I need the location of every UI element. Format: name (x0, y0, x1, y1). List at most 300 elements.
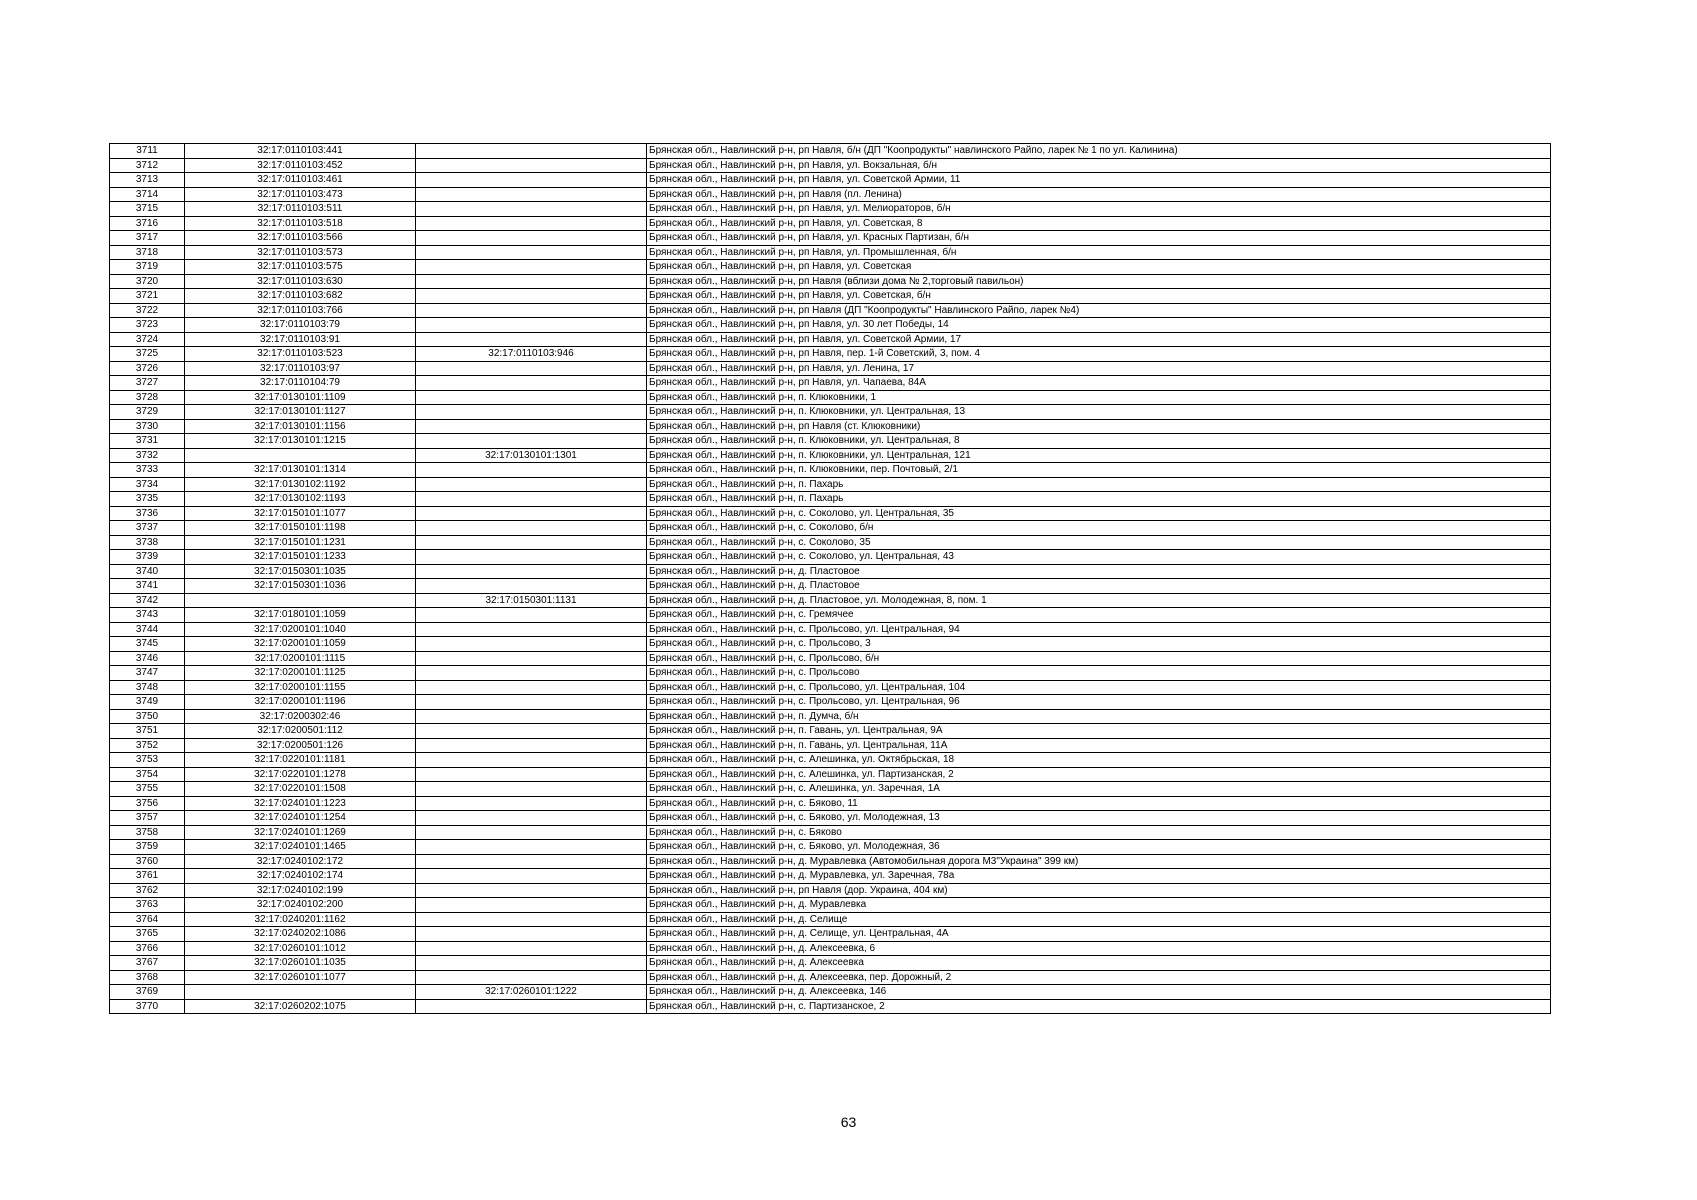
table-row (110, 231, 1551, 246)
table-row (110, 550, 1551, 565)
cadastral-number-cell: 32:17:0110103:575 (185, 260, 416, 275)
address-cell: Брянская обл., Навлинский р-н, рп Навля, ул. Красных Партизан, б/н (647, 231, 1551, 246)
related-cadastral-number-cell (416, 260, 647, 275)
related-cadastral-number-cell (416, 970, 647, 985)
row-number-cell: 3714 (110, 187, 185, 202)
table-row (110, 883, 1551, 898)
cadastral-number-cell: 32:17:0200101:1115 (185, 651, 416, 666)
row-number-cell: 3767 (110, 956, 185, 971)
address-cell: Брянская обл., Навлинский р-н, д. Селище, ул. Центральная, 4А (647, 927, 1551, 942)
address-cell: Брянская обл., Навлинский р-н, п. Пахарь (647, 477, 1551, 492)
related-cadastral-number-cell (416, 767, 647, 782)
cadastral-number-cell: 32:17:0200501:126 (185, 738, 416, 753)
address-cell: Брянская обл., Навлинский р-н, с. Прольсово, ул. Центральная, 104 (647, 680, 1551, 695)
table-row (110, 245, 1551, 260)
cadastral-number-cell: 32:17:0110103:511 (185, 202, 416, 217)
related-cadastral-number-cell (416, 782, 647, 797)
related-cadastral-number-cell (416, 709, 647, 724)
row-number-cell: 3768 (110, 970, 185, 985)
row-number-cell: 3739 (110, 550, 185, 565)
table-row (110, 869, 1551, 884)
related-cadastral-number-cell (416, 941, 647, 956)
related-cadastral-number-cell (416, 724, 647, 739)
address-cell: Брянская обл., Навлинский р-н, рп Навля, ул. Советская, 8 (647, 216, 1551, 231)
related-cadastral-number-cell (416, 463, 647, 478)
related-cadastral-number-cell: 32:17:0130101:1301 (416, 448, 647, 463)
related-cadastral-number-cell (416, 825, 647, 840)
related-cadastral-number-cell (416, 796, 647, 811)
related-cadastral-number-cell (416, 245, 647, 260)
address-cell: Брянская обл., Навлинский р-н, рп Навля (пл. Ленина) (647, 187, 1551, 202)
table-row (110, 187, 1551, 202)
table-row (110, 463, 1551, 478)
cadastral-number-cell: 32:17:0150101:1077 (185, 506, 416, 521)
address-cell: Брянская обл., Навлинский р-н, рп Навля, ул. 30 лет Победы, 14 (647, 318, 1551, 333)
address-cell: Брянская обл., Навлинский р-н, с. Партизанское, 2 (647, 999, 1551, 1014)
table-row (110, 390, 1551, 405)
row-number-cell: 3729 (110, 405, 185, 420)
related-cadastral-number-cell (416, 187, 647, 202)
address-cell: Брянская обл., Навлинский р-н, рп Навля, ул. Советская, б/н (647, 289, 1551, 304)
cadastral-number-cell: 32:17:0110103:91 (185, 332, 416, 347)
table-row (110, 825, 1551, 840)
related-cadastral-number-cell (416, 361, 647, 376)
cadastral-number-cell: 32:17:0200101:1059 (185, 637, 416, 652)
cadastral-number-cell: 32:17:0150301:1036 (185, 579, 416, 594)
related-cadastral-number-cell (416, 521, 647, 536)
related-cadastral-number-cell (416, 883, 647, 898)
address-cell: Брянская обл., Навлинский р-н, д. Алексеевка (647, 956, 1551, 971)
related-cadastral-number-cell (416, 637, 647, 652)
table-row (110, 216, 1551, 231)
table-row (110, 709, 1551, 724)
table-row (110, 477, 1551, 492)
row-number-cell: 3723 (110, 318, 185, 333)
cadastral-number-cell: 32:17:0130101:1215 (185, 434, 416, 449)
address-cell: Брянская обл., Навлинский р-н, с. Прольсово, б/н (647, 651, 1551, 666)
table-row (110, 448, 1551, 463)
related-cadastral-number-cell (416, 898, 647, 913)
row-number-cell: 3760 (110, 854, 185, 869)
cadastral-number-cell: 32:17:0260101:1012 (185, 941, 416, 956)
related-cadastral-number-cell (416, 869, 647, 884)
table-row (110, 724, 1551, 739)
address-cell: Брянская обл., Навлинский р-н, п. Клюковники, пер. Почтовый, 2/1 (647, 463, 1551, 478)
address-cell: Брянская обл., Навлинский р-н, д. Муравлевка (647, 898, 1551, 913)
table-row (110, 767, 1551, 782)
row-number-cell: 3769 (110, 985, 185, 1000)
cadastral-number-cell: 32:17:0200101:1155 (185, 680, 416, 695)
address-cell: Брянская обл., Навлинский р-н, рп Навля, ул. Чапаева, 84А (647, 376, 1551, 391)
cadastral-number-cell: 32:17:0130101:1156 (185, 419, 416, 434)
address-cell: Брянская обл., Навлинский р-н, с. Бяково, 11 (647, 796, 1551, 811)
cadastral-number-cell: 32:17:0110103:461 (185, 173, 416, 188)
address-cell: Брянская обл., Навлинский р-н, рп Навля, ул. Ленина, 17 (647, 361, 1551, 376)
related-cadastral-number-cell (416, 289, 647, 304)
related-cadastral-number-cell (416, 912, 647, 927)
row-number-cell: 3753 (110, 753, 185, 768)
cadastral-number-cell: 32:17:0110103:766 (185, 303, 416, 318)
address-cell: Брянская обл., Навлинский р-н, рп Навля, ул. Промышленная, б/н (647, 245, 1551, 260)
cadastral-number-cell: 32:17:0240101:1223 (185, 796, 416, 811)
address-cell: Брянская обл., Навлинский р-н, с. Прольсово, ул. Центральная, 94 (647, 622, 1551, 637)
cadastral-number-cell: 32:17:0130102:1193 (185, 492, 416, 507)
address-cell: Брянская обл., Навлинский р-н, д. Пластовое (647, 564, 1551, 579)
table-row (110, 376, 1551, 391)
cadastral-number-cell: 32:17:0110103:97 (185, 361, 416, 376)
table-row (110, 202, 1551, 217)
table-row (110, 521, 1551, 536)
related-cadastral-number-cell: 32:17:0260101:1222 (416, 985, 647, 1000)
related-cadastral-number-cell (416, 303, 647, 318)
table-row (110, 173, 1551, 188)
table-row (110, 927, 1551, 942)
row-number-cell: 3736 (110, 506, 185, 521)
address-cell: Брянская обл., Навлинский р-н, с. Прольсово (647, 666, 1551, 681)
table-row (110, 158, 1551, 173)
cadastral-number-cell: 32:17:0260101:1077 (185, 970, 416, 985)
table-row (110, 419, 1551, 434)
table-row (110, 506, 1551, 521)
table-row (110, 666, 1551, 681)
address-cell: Брянская обл., Навлинский р-н, п. Пахарь (647, 492, 1551, 507)
table-row (110, 303, 1551, 318)
row-number-cell: 3746 (110, 651, 185, 666)
table-row (110, 985, 1551, 1000)
related-cadastral-number-cell: 32:17:0150301:1131 (416, 593, 647, 608)
address-cell: Брянская обл., Навлинский р-н, рп Навля, ул. Мелиораторов, б/н (647, 202, 1551, 217)
cadastral-number-cell: 32:17:0110103:79 (185, 318, 416, 333)
cadastral-number-cell: 32:17:0240102:172 (185, 854, 416, 869)
related-cadastral-number-cell (416, 651, 647, 666)
related-cadastral-number-cell (416, 550, 647, 565)
cadastral-number-cell: 32:17:0240102:200 (185, 898, 416, 913)
cadastral-number-cell: 32:17:0150101:1198 (185, 521, 416, 536)
cadastral-number-cell: 32:17:0110103:523 (185, 347, 416, 362)
cadastral-number-cell: 32:17:0200302:46 (185, 709, 416, 724)
row-number-cell: 3713 (110, 173, 185, 188)
address-cell: Брянская обл., Навлинский р-н, рп Навля, ул. Вокзальная, б/н (647, 158, 1551, 173)
related-cadastral-number-cell (416, 419, 647, 434)
related-cadastral-number-cell (416, 608, 647, 623)
address-cell: Брянская обл., Навлинский р-н, с. Алешинка, ул. Партизанская, 2 (647, 767, 1551, 782)
row-number-cell: 3756 (110, 796, 185, 811)
table-row (110, 593, 1551, 608)
row-number-cell: 3719 (110, 260, 185, 275)
row-number-cell: 3766 (110, 941, 185, 956)
cadastral-number-cell: 32:17:0240102:199 (185, 883, 416, 898)
table-row (110, 898, 1551, 913)
related-cadastral-number-cell (416, 506, 647, 521)
row-number-cell: 3712 (110, 158, 185, 173)
cadastral-number-cell: 32:17:0240101:1465 (185, 840, 416, 855)
row-number-cell: 3754 (110, 767, 185, 782)
cadastral-number-cell: 32:17:0240202:1086 (185, 927, 416, 942)
table-row (110, 999, 1551, 1014)
row-number-cell: 3747 (110, 666, 185, 681)
address-cell: Брянская обл., Навлинский р-н, рп Навля, ул. Советской Армии, 11 (647, 173, 1551, 188)
related-cadastral-number-cell (416, 854, 647, 869)
related-cadastral-number-cell (416, 158, 647, 173)
related-cadastral-number-cell (416, 318, 647, 333)
cadastral-number-cell: 32:17:0110103:452 (185, 158, 416, 173)
row-number-cell: 3759 (110, 840, 185, 855)
row-number-cell: 3741 (110, 579, 185, 594)
address-cell: Брянская обл., Навлинский р-н, с. Алешинка, ул. Октябрьская, 18 (647, 753, 1551, 768)
row-number-cell: 3722 (110, 303, 185, 318)
table-row (110, 651, 1551, 666)
related-cadastral-number-cell (416, 840, 647, 855)
row-number-cell: 3743 (110, 608, 185, 623)
row-number-cell: 3745 (110, 637, 185, 652)
related-cadastral-number-cell (416, 434, 647, 449)
related-cadastral-number-cell (416, 753, 647, 768)
cadastral-number-cell: 32:17:0260202:1075 (185, 999, 416, 1014)
cadastral-number-cell: 32:17:0130102:1192 (185, 477, 416, 492)
row-number-cell: 3770 (110, 999, 185, 1014)
row-number-cell: 3730 (110, 419, 185, 434)
related-cadastral-number-cell (416, 274, 647, 289)
cadastral-number-cell (185, 985, 416, 1000)
table-row (110, 970, 1551, 985)
related-cadastral-number-cell (416, 231, 647, 246)
related-cadastral-number-cell (416, 927, 647, 942)
cadastral-number-cell: 32:17:0240101:1269 (185, 825, 416, 840)
address-cell: Брянская обл., Навлинский р-н, с. Бяково (647, 825, 1551, 840)
row-number-cell: 3711 (110, 144, 185, 159)
table-row (110, 941, 1551, 956)
cadastral-number-cell: 32:17:0200101:1196 (185, 695, 416, 710)
related-cadastral-number-cell (416, 535, 647, 550)
address-cell: Брянская обл., Навлинский р-н, с. Бяково, ул. Молодежная, 36 (647, 840, 1551, 855)
cadastral-number-cell: 32:17:0110103:518 (185, 216, 416, 231)
cadastral-number-cell (185, 448, 416, 463)
table-row (110, 608, 1551, 623)
cadastral-number-cell: 32:17:0110103:441 (185, 144, 416, 159)
cadastral-number-cell: 32:17:0200101:1125 (185, 666, 416, 681)
table-row (110, 637, 1551, 652)
row-number-cell: 3724 (110, 332, 185, 347)
cadastral-number-cell: 32:17:0240101:1254 (185, 811, 416, 826)
address-cell: Брянская обл., Навлинский р-н, п. Гавань, ул. Центральная, 11А (647, 738, 1551, 753)
cadastral-number-cell (185, 593, 416, 608)
address-cell: Брянская обл., Навлинский р-н, д. Муравлевка (Автомобильная дорога М3"Украина" 399 км) (647, 854, 1551, 869)
row-number-cell: 3757 (110, 811, 185, 826)
cadastral-number-cell: 32:17:0110103:573 (185, 245, 416, 260)
address-cell: Брянская обл., Навлинский р-н, рп Навля, пер. 1-й Советский, 3, пом. 4 (647, 347, 1551, 362)
row-number-cell: 3734 (110, 477, 185, 492)
row-number-cell: 3764 (110, 912, 185, 927)
table-row (110, 680, 1551, 695)
row-number-cell: 3718 (110, 245, 185, 260)
related-cadastral-number-cell (416, 173, 647, 188)
address-cell: Брянская обл., Навлинский р-н, рп Навля, ул. Советской Армии, 17 (647, 332, 1551, 347)
cadastral-number-cell: 32:17:0150101:1231 (185, 535, 416, 550)
table-row (110, 492, 1551, 507)
row-number-cell: 3750 (110, 709, 185, 724)
table-row (110, 405, 1551, 420)
table-row (110, 318, 1551, 333)
address-cell: Брянская обл., Навлинский р-н, д. Селище (647, 912, 1551, 927)
row-number-cell: 3762 (110, 883, 185, 898)
cadastral-number-cell: 32:17:0130101:1314 (185, 463, 416, 478)
page-number: 63 (840, 1114, 857, 1130)
table-row (110, 289, 1551, 304)
row-number-cell: 3738 (110, 535, 185, 550)
related-cadastral-number-cell (416, 579, 647, 594)
table-row (110, 535, 1551, 550)
row-number-cell: 3717 (110, 231, 185, 246)
related-cadastral-number-cell (416, 564, 647, 579)
table-row (110, 274, 1551, 289)
address-cell: Брянская обл., Навлинский р-н, п. Гавань, ул. Центральная, 9А (647, 724, 1551, 739)
table-row (110, 738, 1551, 753)
table-row (110, 796, 1551, 811)
address-cell: Брянская обл., Навлинский р-н, с. Алешинка, ул. Заречная, 1А (647, 782, 1551, 797)
table-row (110, 912, 1551, 927)
cadastral-number-cell: 32:17:0110103:473 (185, 187, 416, 202)
address-cell: Брянская обл., Навлинский р-н, д. Алексеевка, 6 (647, 941, 1551, 956)
table-row (110, 854, 1551, 869)
related-cadastral-number-cell (416, 144, 647, 159)
table-row (110, 956, 1551, 971)
related-cadastral-number-cell (416, 492, 647, 507)
table-row (110, 782, 1551, 797)
table-row (110, 332, 1551, 347)
table-row (110, 434, 1551, 449)
row-number-cell: 3733 (110, 463, 185, 478)
table-row (110, 347, 1551, 362)
related-cadastral-number-cell (416, 956, 647, 971)
cadastral-number-cell: 32:17:0260101:1035 (185, 956, 416, 971)
row-number-cell: 3765 (110, 927, 185, 942)
address-cell: Брянская обл., Навлинский р-н, п. Клюковники, ул. Центральная, 13 (647, 405, 1551, 420)
row-number-cell: 3763 (110, 898, 185, 913)
cadastral-number-cell: 32:17:0220101:1278 (185, 767, 416, 782)
address-cell: Брянская обл., Навлинский р-н, д. Алексеевка, пер. Дорожный, 2 (647, 970, 1551, 985)
cadastral-number-cell: 32:17:0130101:1109 (185, 390, 416, 405)
address-cell: Брянская обл., Навлинский р-н, с. Гремячее (647, 608, 1551, 623)
row-number-cell: 3755 (110, 782, 185, 797)
row-number-cell: 3732 (110, 448, 185, 463)
row-number-cell: 3744 (110, 622, 185, 637)
address-cell: Брянская обл., Навлинский р-н, д. Пластовое (647, 579, 1551, 594)
related-cadastral-number-cell (416, 477, 647, 492)
table-row (110, 144, 1551, 159)
address-cell: Брянская обл., Навлинский р-н, рп Навля (ст. Клюковники) (647, 419, 1551, 434)
cadastral-number-cell: 32:17:0240102:174 (185, 869, 416, 884)
cadastral-number-cell: 32:17:0130101:1127 (185, 405, 416, 420)
related-cadastral-number-cell (416, 622, 647, 637)
row-number-cell: 3728 (110, 390, 185, 405)
related-cadastral-number-cell (416, 738, 647, 753)
address-cell: Брянская обл., Навлинский р-н, с. Соколово, 35 (647, 535, 1551, 550)
registry-table (109, 143, 1551, 1014)
row-number-cell: 3731 (110, 434, 185, 449)
address-cell: Брянская обл., Навлинский р-н, с. Соколово, ул. Центральная, 43 (647, 550, 1551, 565)
table-row (110, 361, 1551, 376)
address-cell: Брянская обл., Навлинский р-н, п. Думча, б/н (647, 709, 1551, 724)
related-cadastral-number-cell (416, 390, 647, 405)
row-number-cell: 3727 (110, 376, 185, 391)
related-cadastral-number-cell (416, 680, 647, 695)
cadastral-number-cell: 32:17:0220101:1181 (185, 753, 416, 768)
related-cadastral-number-cell: 32:17:0110103:946 (416, 347, 647, 362)
address-cell: Брянская обл., Навлинский р-н, с. Прольсово, 3 (647, 637, 1551, 652)
row-number-cell: 3735 (110, 492, 185, 507)
row-number-cell: 3726 (110, 361, 185, 376)
row-number-cell: 3721 (110, 289, 185, 304)
cadastral-number-cell: 32:17:0200501:112 (185, 724, 416, 739)
address-cell: Брянская обл., Навлинский р-н, с. Соколово, б/н (647, 521, 1551, 536)
cadastral-number-cell: 32:17:0200101:1040 (185, 622, 416, 637)
related-cadastral-number-cell (416, 811, 647, 826)
row-number-cell: 3748 (110, 680, 185, 695)
address-cell: Брянская обл., Навлинский р-н, с. Бяково, ул. Молодежная, 13 (647, 811, 1551, 826)
table-row (110, 840, 1551, 855)
row-number-cell: 3749 (110, 695, 185, 710)
table-row (110, 622, 1551, 637)
address-cell: Брянская обл., Навлинский р-н, п. Клюковники, ул. Центральная, 121 (647, 448, 1551, 463)
table-row (110, 579, 1551, 594)
related-cadastral-number-cell (416, 666, 647, 681)
cadastral-number-cell: 32:17:0110104:79 (185, 376, 416, 391)
address-cell: Брянская обл., Навлинский р-н, рп Навля (вблизи дома № 2,торговый павильон) (647, 274, 1551, 289)
address-cell: Брянская обл., Навлинский р-н, рп Навля (ДП "Коопродукты" Навлинского Райпо, ларек №4) (647, 303, 1551, 318)
registry-table-body (110, 144, 1551, 1014)
related-cadastral-number-cell (416, 405, 647, 420)
address-cell: Брянская обл., Навлинский р-н, рп Навля (дор. Украина, 404 км) (647, 883, 1551, 898)
cadastral-number-cell: 32:17:0110103:682 (185, 289, 416, 304)
address-cell: Брянская обл., Навлинский р-н, п. Клюковники, 1 (647, 390, 1551, 405)
related-cadastral-number-cell (416, 376, 647, 391)
row-number-cell: 3751 (110, 724, 185, 739)
related-cadastral-number-cell (416, 695, 647, 710)
cadastral-number-cell: 32:17:0240201:1162 (185, 912, 416, 927)
address-cell: Брянская обл., Навлинский р-н, д. Пластовое, ул. Молодежная, 8, пом. 1 (647, 593, 1551, 608)
table-row (110, 564, 1551, 579)
row-number-cell: 3752 (110, 738, 185, 753)
cadastral-number-cell: 32:17:0180101:1059 (185, 608, 416, 623)
table-row (110, 695, 1551, 710)
cadastral-number-cell: 32:17:0220101:1508 (185, 782, 416, 797)
row-number-cell: 3758 (110, 825, 185, 840)
row-number-cell: 3720 (110, 274, 185, 289)
cadastral-number-cell: 32:17:0110103:566 (185, 231, 416, 246)
row-number-cell: 3716 (110, 216, 185, 231)
row-number-cell: 3725 (110, 347, 185, 362)
row-number-cell: 3715 (110, 202, 185, 217)
table-row (110, 753, 1551, 768)
cadastral-number-cell: 32:17:0150301:1035 (185, 564, 416, 579)
row-number-cell: 3740 (110, 564, 185, 579)
related-cadastral-number-cell (416, 202, 647, 217)
address-cell: Брянская обл., Навлинский р-н, рп Навля, ул. Советская (647, 260, 1551, 275)
address-cell: Брянская обл., Навлинский р-н, д. Алексеевка, 146 (647, 985, 1551, 1000)
related-cadastral-number-cell (416, 332, 647, 347)
address-cell: Брянская обл., Навлинский р-н, с. Прольсово, ул. Центральная, 96 (647, 695, 1551, 710)
table-row (110, 811, 1551, 826)
related-cadastral-number-cell (416, 999, 647, 1014)
address-cell: Брянская обл., Навлинский р-н, рп Навля, б/н (ДП "Коопродукты" навлинского Райпо, ларек № 1 по ул. Калинина) (647, 144, 1551, 159)
cadastral-number-cell: 32:17:0110103:630 (185, 274, 416, 289)
cadastral-number-cell: 32:17:0150101:1233 (185, 550, 416, 565)
related-cadastral-number-cell (416, 216, 647, 231)
row-number-cell: 3737 (110, 521, 185, 536)
address-cell: Брянская обл., Навлинский р-н, с. Соколово, ул. Центральная, 35 (647, 506, 1551, 521)
address-cell: Брянская обл., Навлинский р-н, д. Муравлевка, ул. Заречная, 78а (647, 869, 1551, 884)
table-row (110, 260, 1551, 275)
